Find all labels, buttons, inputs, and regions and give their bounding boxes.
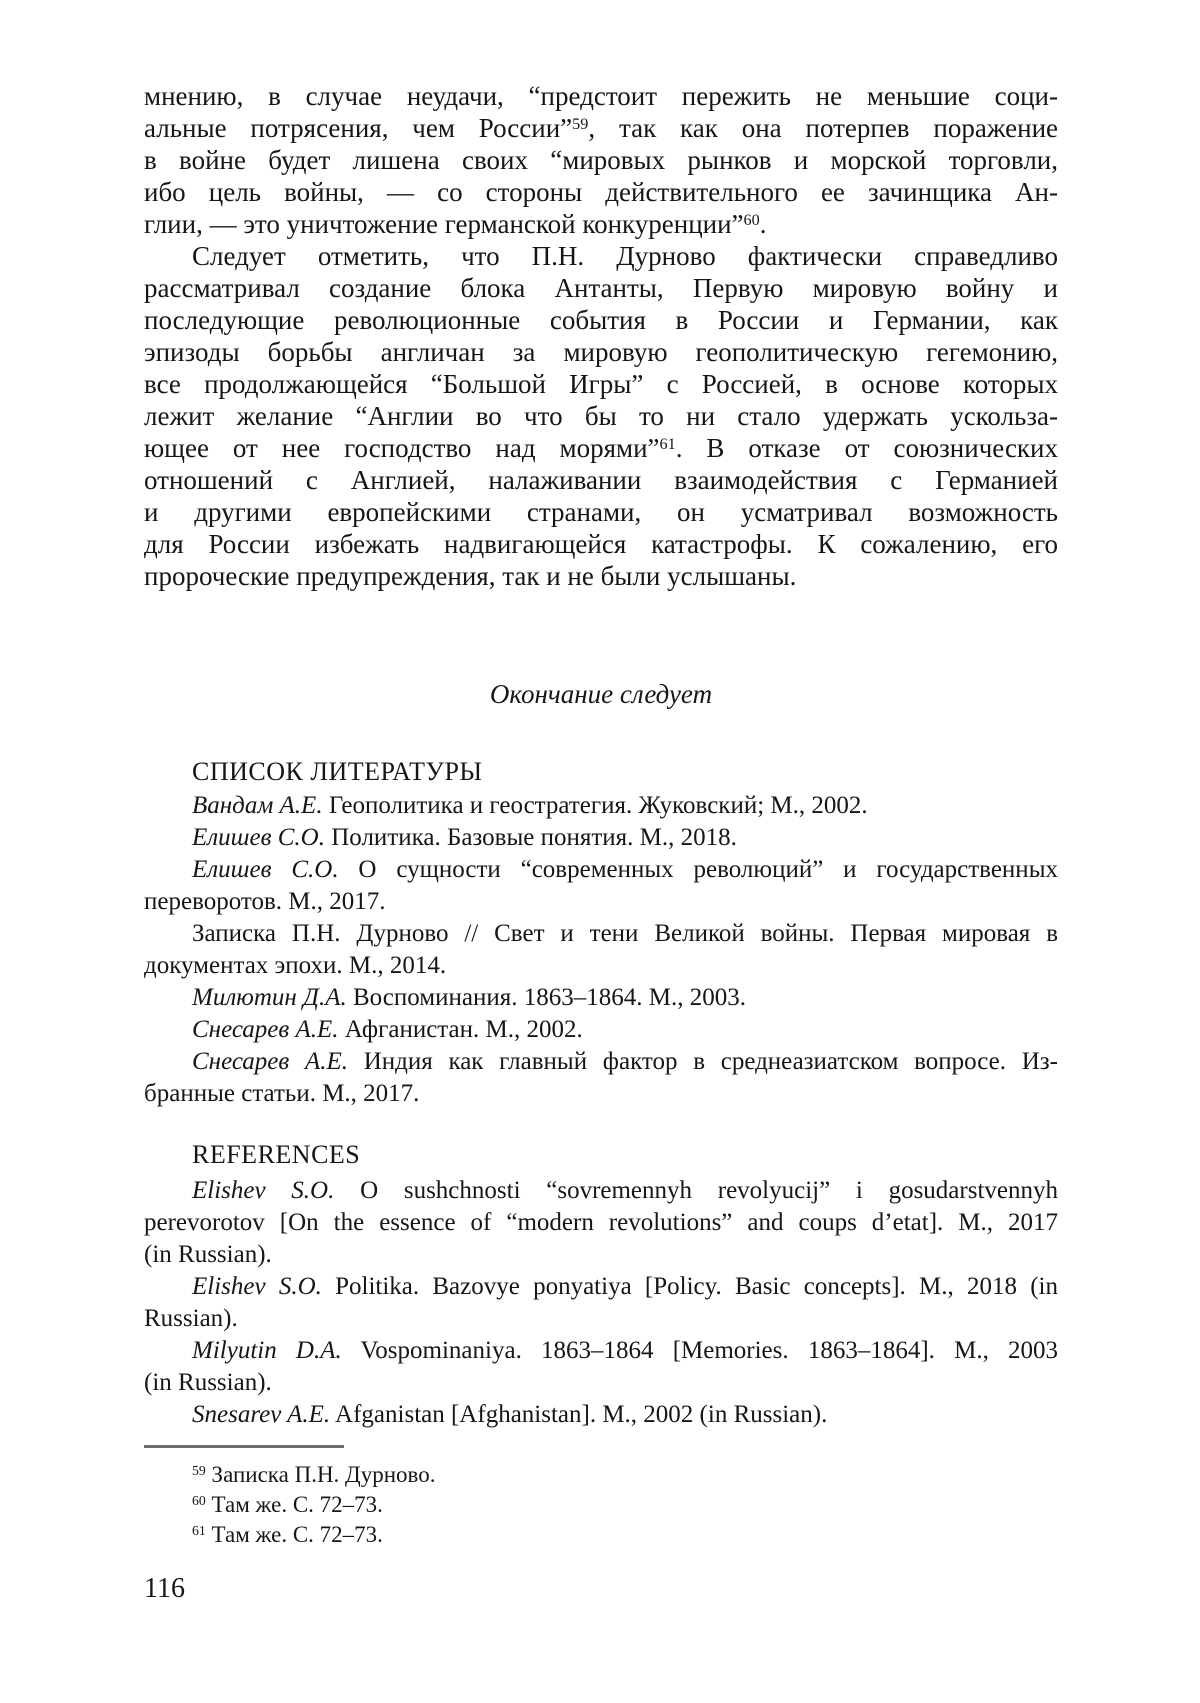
text-segment: Афганистан. М., 2002. <box>338 1016 583 1043</box>
text-line <box>144 272 1058 304</box>
text-line <box>144 560 1058 592</box>
text-segment: perevorotov [On the essence of “modern revolutions” and coups d’etat]. M., 2017 <box>144 1209 1058 1236</box>
footnote-ref: 60 <box>743 210 760 229</box>
text-line <box>144 304 1058 336</box>
text-segment: переворотов. М., 2017. <box>144 888 386 915</box>
bibliography-entry <box>144 1014 1058 1046</box>
text-line <box>144 822 1058 854</box>
footnote-ref: 60 <box>192 1493 206 1509</box>
text-segment: альные потрясения, чем России” <box>144 113 573 143</box>
text-segment: Воспоминания. 1863–1864. М., 2003. <box>346 984 746 1011</box>
footnote-line <box>144 1490 1058 1520</box>
text-line <box>144 1207 1058 1239</box>
text-segment: бранные статьи. М., 2017. <box>144 1080 420 1107</box>
text-line <box>144 496 1058 528</box>
text-segment: последующие революционные события в России и Германии, как <box>144 305 1058 335</box>
text-segment: ющее от нее господство над морями” <box>144 433 660 463</box>
text-segment: Vospominaniya. 1863–1864 [Memories. 1863–1864]. M., 2003 <box>341 1337 1059 1364</box>
text-segment: Записка П.Н. Дурново // Свет и тени Великой войны. Первая мировая в <box>192 920 1058 947</box>
text-line <box>144 1239 1058 1271</box>
text-segment: лежит желание “Англии во что бы то ни стало удержать ускольза- <box>144 401 1058 431</box>
footnote <box>144 1490 1058 1520</box>
reference-entry <box>144 1175 1058 1271</box>
reference-entry <box>144 1271 1058 1335</box>
text-line <box>144 112 1058 144</box>
text-segment: Snesarev A.E. <box>192 1401 331 1428</box>
text-line <box>144 1367 1058 1399</box>
text-line <box>144 1175 1058 1207</box>
footnote-ref: 59 <box>572 114 589 133</box>
text-segment: Милютин Д.А. <box>192 984 347 1011</box>
text-line <box>144 886 1058 918</box>
text-segment: документах эпохи. М., 2014. <box>144 952 447 979</box>
text-column <box>144 80 1058 1604</box>
text-line <box>144 528 1058 560</box>
text-segment: Elishev S.O. <box>192 1273 322 1300</box>
text-segment: и другими европейскими странами, он усматривал возможность <box>144 497 1058 527</box>
text-segment: эпизоды борьбы англичан за мировую геополитическую гегемонию, <box>144 337 1058 367</box>
text-segment: Снесарев А.Е. <box>192 1048 348 1075</box>
page-number: 116 <box>144 1573 185 1604</box>
text-segment: Milyutin D.A. <box>192 1337 342 1364</box>
footnote-ref: 61 <box>659 434 676 453</box>
text-line <box>144 1046 1058 1078</box>
text-line <box>144 240 1058 272</box>
footnote-separator <box>144 1445 344 1448</box>
text-segment: , так как она потерпев поражение <box>588 113 1058 143</box>
text-segment: О сущности “современных революций” и государственных <box>338 856 1058 883</box>
footnote <box>144 1520 1058 1550</box>
text-line <box>144 854 1058 886</box>
text-segment: . В отказе от союзнических <box>675 433 1058 463</box>
bibliography-entry <box>144 982 1058 1014</box>
text-segment: в войне будет лишена своих “мировых рынков и морской торговли, <box>144 145 1058 175</box>
text-line <box>144 144 1058 176</box>
text-segment: (in Russian). <box>144 1369 272 1396</box>
text-line <box>144 1303 1058 1335</box>
text-segment: Там же. С. 72–73. <box>205 1492 383 1517</box>
footnotes-section <box>144 1460 1058 1550</box>
text-segment: Елишев С.О. <box>192 824 325 851</box>
text-line <box>144 176 1058 208</box>
paragraph <box>144 80 1058 240</box>
footnote-ref: 59 <box>192 1463 206 1479</box>
text-segment: O sushchnosti “sovremennyh revolyucij” i gosudarstvennyh <box>334 1177 1058 1204</box>
text-segment: отношений с Англией, налаживании взаимодействия с Германией <box>144 465 1058 495</box>
bibliography-section <box>144 790 1058 1110</box>
text-line <box>144 368 1058 400</box>
text-line <box>144 918 1058 950</box>
bibliography-entry <box>144 854 1058 918</box>
text-line <box>144 950 1058 982</box>
text-segment: Индия как главный фактор в среднеазиатском вопросе. Из- <box>348 1048 1058 1075</box>
footnote-line <box>144 1520 1058 1550</box>
references-section <box>144 1175 1058 1431</box>
text-line <box>144 80 1058 112</box>
reference-entry <box>144 1335 1058 1399</box>
text-segment: Elishev S.O. <box>192 1177 335 1204</box>
footnote-line <box>144 1460 1058 1490</box>
text-segment: все продолжающейся “Большой Игры” с Россией, в основе которых <box>144 369 1058 399</box>
text-line <box>144 336 1058 368</box>
footnote <box>144 1460 1058 1490</box>
text-segment: пророческие предупреждения, так и не были услышаны. <box>144 561 797 591</box>
text-segment: Afganistan [Afghanistan]. M., 2002 (in Russian). <box>330 1401 828 1428</box>
text-line <box>144 1014 1058 1046</box>
text-line <box>144 208 1058 240</box>
text-segment: (in Russian). <box>144 1241 272 1268</box>
text-segment: ибо цель войны, — со стороны действительного ее зачинщика Ан- <box>144 177 1058 207</box>
bibliography-heading: СПИСОК ЛИТЕРАТУРЫ <box>192 757 483 786</box>
text-segment: глии, — это уничтожение германской конкуренции” <box>144 209 744 239</box>
text-line <box>144 982 1058 1014</box>
text-segment: мнению, в случае неудачи, “предстоит пережить не меньшие соци- <box>144 81 1058 111</box>
bibliography-entry <box>144 918 1058 982</box>
text-line <box>144 1335 1058 1367</box>
bibliography-entry <box>144 822 1058 854</box>
text-segment: Russian). <box>144 1305 238 1332</box>
text-segment: Вандам А.Е. <box>192 792 323 819</box>
text-line <box>144 1271 1058 1303</box>
text-segment: для России избежать надвигающейся катастрофы. К сожалению, его <box>144 529 1058 559</box>
text-segment: Снесарев А.Е. <box>192 1016 339 1043</box>
text-line <box>144 790 1058 822</box>
text-line <box>144 400 1058 432</box>
text-line <box>144 1078 1058 1110</box>
paragraph <box>144 240 1058 592</box>
text-segment: Елишев С.О. <box>192 856 339 883</box>
bibliography-entry <box>144 1046 1058 1110</box>
text-line <box>144 1399 1058 1431</box>
footnote-ref: 61 <box>192 1523 206 1539</box>
text-segment: рассматривал создание блока Антанты, Первую мировую войну и <box>144 273 1058 303</box>
text-line <box>144 432 1058 464</box>
text-segment: Politika. Bazovye ponyatiya [Policy. Basic concepts]. M., 2018 (in <box>321 1273 1058 1300</box>
body-text-section <box>144 80 1058 592</box>
text-segment: Записка П.Н. Дурново. <box>205 1462 436 1487</box>
text-segment: Там же. С. 72–73. <box>205 1522 383 1547</box>
bibliography-entry <box>144 790 1058 822</box>
text-segment: Геополитика и геостратегия. Жуковский; М., 2002. <box>322 792 868 819</box>
references-heading: REFERENCES <box>192 1140 361 1169</box>
ending-note: Окончание следует <box>489 679 713 709</box>
text-segment: . <box>759 209 767 239</box>
text-segment: Следует отметить, что П.Н. Дурново фактически справедливо <box>192 241 1058 271</box>
reference-entry <box>144 1399 1058 1431</box>
text-line <box>144 464 1058 496</box>
text-segment: Политика. Базовые понятия. М., 2018. <box>324 824 737 851</box>
